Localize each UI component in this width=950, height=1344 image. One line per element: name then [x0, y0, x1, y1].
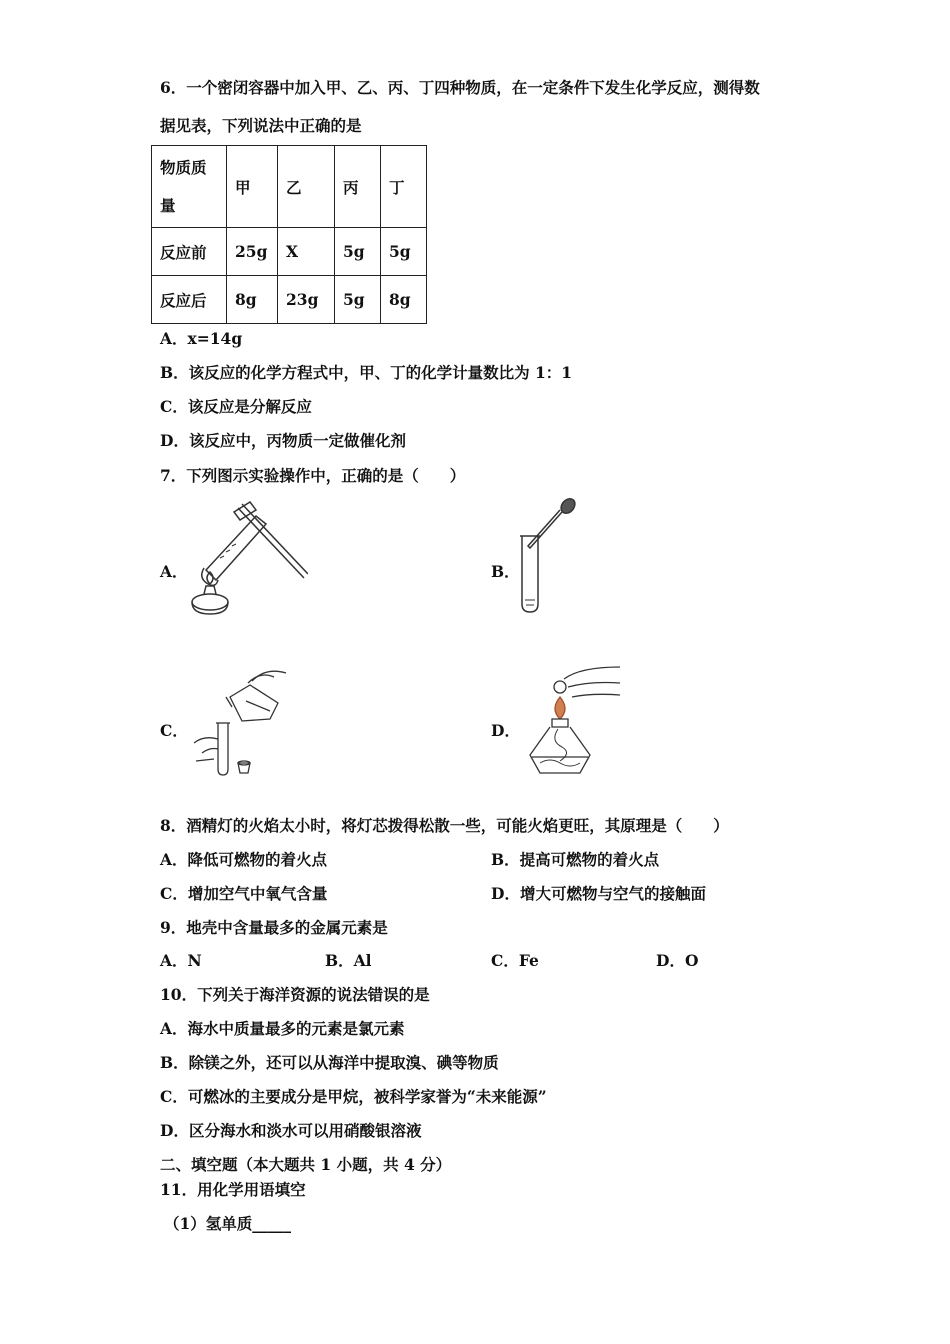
q7-label-b: B． — [491, 562, 520, 581]
q8-option-b: B．提高可燃物的着火点 — [491, 850, 660, 869]
q6-option-c: C．该反应是分解反应 — [160, 397, 312, 416]
table-cell: 反应前 — [152, 228, 227, 276]
table-cell: 5g — [335, 276, 381, 324]
q9-option-d: D．O — [656, 951, 699, 970]
header-mass-line2: 量 — [160, 195, 176, 215]
table-cell: 5g — [335, 228, 381, 276]
q7-label-d: D． — [491, 721, 520, 740]
table-cell: 5g — [381, 228, 427, 276]
q8-stem: 8．酒精灯的火焰太小时，将灯芯拨得松散一些，可能火焰更旺，其原理是（ ） — [160, 816, 729, 835]
table-cell: 8g — [381, 276, 427, 324]
table-header-cell — [152, 146, 227, 228]
q8-option-d: D．增大可燃物与空气的接触面 — [491, 884, 706, 903]
table-header-cell: 甲 — [227, 146, 278, 228]
q6-option-b: B．该反应的化学方程式中，甲、丁的化学计量数比为 1：1 — [160, 363, 573, 382]
q8-option-a: A．降低可燃物的着火点 — [160, 850, 328, 869]
q9-option-b: B．Al — [325, 951, 372, 970]
table-cell: 23g — [278, 276, 335, 324]
header-mass-line1: 物质质 — [160, 157, 207, 177]
q11-stem: 11．用化学用语填空 — [160, 1180, 306, 1199]
q9-stem: 9．地壳中含量最多的金属元素是 — [160, 918, 388, 937]
table-cell: X — [278, 228, 335, 276]
table-header-cell: 丁 — [381, 146, 427, 228]
table-row — [152, 276, 427, 324]
table-cell: 反应后 — [152, 276, 227, 324]
q8-option-c: C．增加空气中氧气含量 — [160, 884, 328, 903]
heating-test-tube-figure — [186, 498, 308, 616]
dropper-figure — [516, 496, 580, 616]
section2-title: 二、填空题（本大题共 1 小题，共 4 分） — [160, 1155, 452, 1174]
alcohol-lamp-lighting-figure — [520, 657, 624, 781]
q7-label-a: A． — [160, 562, 188, 581]
q10-option-c: C．可燃冰的主要成分是甲烷，被科学家誉为“未来能源” — [160, 1087, 547, 1106]
q6-data-table — [151, 145, 427, 324]
q6-stem-line2: 据见表，下列说法中正确的是 — [160, 116, 362, 135]
table-cell: 25g — [227, 228, 278, 276]
table-cell: 8g — [227, 276, 278, 324]
q6-option-d: D．该反应中，丙物质一定做催化剂 — [160, 431, 406, 450]
table-header-row — [152, 146, 427, 228]
q10-stem: 10．下列关于海洋资源的说法错误的是 — [160, 985, 430, 1004]
q9-option-c: C．Fe — [491, 951, 539, 970]
table-header-cell: 乙 — [278, 146, 335, 228]
q11-sub1: （1）氢单质_____ — [164, 1214, 292, 1233]
q7-stem: 7．下列图示实验操作中，正确的是（ ） — [160, 466, 466, 485]
q9-option-a: A．N — [160, 951, 202, 970]
q6-option-a: A．x=14g — [160, 329, 243, 348]
q10-option-b: B．除镁之外，还可以从海洋中提取溴、碘等物质 — [160, 1053, 499, 1072]
q10-option-d: D．区分海水和淡水可以用硝酸银溶液 — [160, 1121, 422, 1140]
q10-option-a: A．海水中质量最多的元素是氯元素 — [160, 1019, 405, 1038]
q7-label-c: C． — [160, 721, 188, 740]
table-header-cell: 丙 — [335, 146, 381, 228]
pouring-liquid-figure — [190, 663, 290, 781]
table-row — [152, 228, 427, 276]
q6-stem-line1: 6．一个密闭容器中加入甲、乙、丙、丁四种物质，在一定条件下发生化学反应，测得数 — [160, 78, 760, 97]
